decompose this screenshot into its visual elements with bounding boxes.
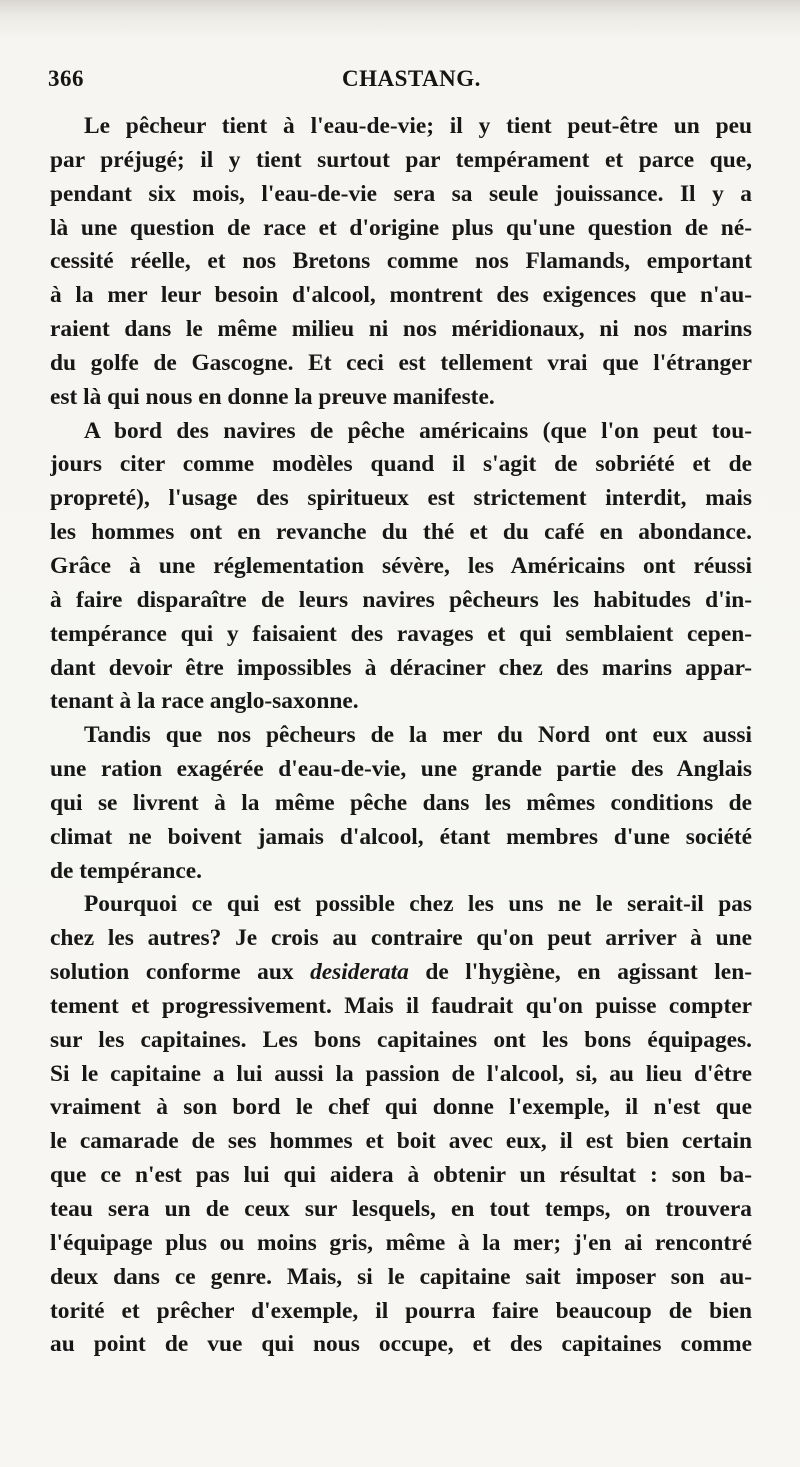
page-header: [48, 66, 752, 96]
text-segment: solution conforme aux: [50, 959, 311, 986]
text-line: vraiment à son bord le chef qui donne l'exemple, il n'est que: [50, 1094, 752, 1121]
text-line: que ce n'est pas lui qui aidera à obtenir un résultat : son ba-: [50, 1162, 752, 1189]
text-line: chez les autres? Je crois au contraire qu'on peut arriver à une: [50, 925, 752, 952]
text-line: l'équipage plus ou moins gris, même à la mer; j'en ai rencontré: [50, 1229, 752, 1256]
text-line: de tempérance.: [50, 857, 202, 884]
italic-term: desiderata: [310, 959, 409, 986]
page-number: 366: [48, 66, 84, 91]
running-title: CHASTANG.: [342, 66, 481, 91]
text-line: là une question de race et d'origine plus qu'une question de né-: [50, 214, 752, 241]
body-text: [50, 110, 752, 1362]
text-segment: de l'hygiène, en agissant len-: [408, 959, 752, 986]
text-line: Tandis que nos pêcheurs de la mer du Nord ont eux aussi: [84, 722, 752, 749]
text-line: pendant six mois, l'eau-de-vie sera sa seule jouissance. Il y a: [50, 180, 752, 207]
text-line: tempérance qui y faisaient des ravages et qui semblaient cepen-: [50, 620, 752, 647]
text-line: par préjugé; il y tient surtout par tempérament et parce que,: [50, 146, 752, 173]
text-line: à la mer leur besoin d'alcool, montrent des exigences que n'au-: [50, 282, 752, 309]
text-line: tement et progressivement. Mais il faudrait qu'on puisse compter: [50, 992, 752, 1019]
text-line: teau sera un de ceux sur lesquels, en tout temps, on trouvera: [50, 1196, 752, 1222]
text-line: Le pêcheur tient à l'eau-de-vie; il y tient peut-être un peu: [84, 113, 752, 139]
text-line: qui se livrent à la même pêche dans les mêmes conditions de: [50, 789, 752, 816]
text-line: Si le capitaine a lui aussi la passion de l'alcool, si, au lieu d'être: [50, 1060, 752, 1087]
text-line: Grâce à une réglementation sévère, les Américains ont réussi: [50, 552, 752, 579]
text-line: au point de vue qui nous occupe, et des capitaines comme: [50, 1331, 752, 1358]
text-line: une ration exagérée d'eau-de-vie, une grande partie des Anglais: [50, 756, 752, 783]
text-line: A bord des navires de pêche américains (que l'on peut tou-: [84, 417, 752, 444]
text-line: torité et prêcher d'exemple, il pourra faire beaucoup de bien: [50, 1297, 752, 1324]
text-line: à faire disparaître de leurs navires pêcheurs les habitudes d'in-: [50, 586, 752, 613]
text-line-with-italic: [50, 956, 752, 990]
text-line: propreté), l'usage des spiritueux est strictement interdit, mais: [50, 485, 752, 512]
text-line: dant devoir être impossibles à déraciner chez des marins appar-: [50, 654, 752, 681]
text-line: jours citer comme modèles quand il s'agit de sobriété et de: [50, 451, 752, 478]
text-line: les hommes ont en revanche du thé et du café en abondance.: [50, 519, 752, 546]
text-line: cessité réelle, et nos Bretons comme nos Flamands, emportant: [50, 248, 752, 275]
text-line: climat ne boivent jamais d'alcool, étant membres d'une société: [50, 823, 752, 850]
text-line: deux dans ce genre. Mais, si le capitaine sait imposer son au-: [50, 1263, 752, 1290]
text-line: le camarade de ses hommes et boit avec eux, il est bien certain: [50, 1128, 752, 1155]
text-line: sur les capitaines. Les bons capitaines ont les bons équipages.: [50, 1026, 752, 1053]
text-line: Pourquoi ce qui est possible chez les uns ne le serait-il pas: [84, 891, 752, 918]
text-line: tenant à la race anglo-saxonne.: [50, 688, 359, 715]
text-line: est là qui nous en donne la preuve manifeste.: [50, 383, 495, 410]
text-line: du golfe de Gascogne. Et ceci est tellement vrai que l'étranger: [50, 349, 752, 376]
text-line: raient dans le même milieu ni nos méridionaux, ni nos marins: [50, 316, 752, 343]
